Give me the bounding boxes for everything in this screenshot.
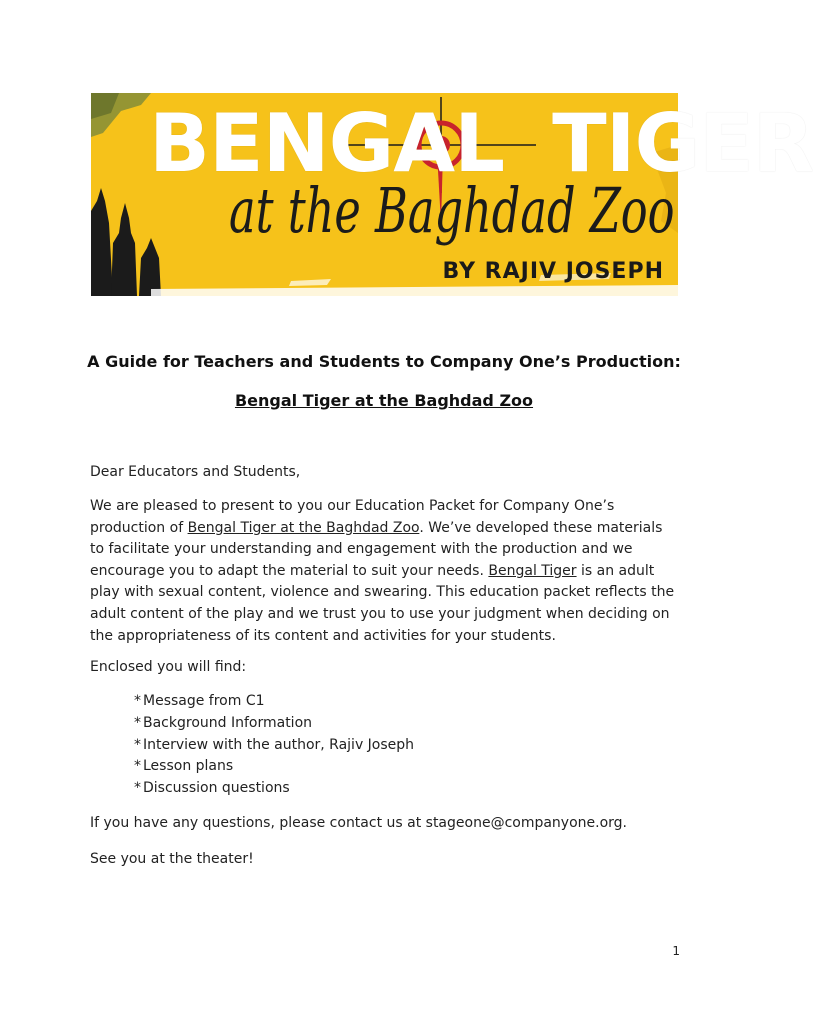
list-item: * Discussion questions (134, 778, 414, 800)
title-banner (91, 93, 813, 296)
list-item: * Lesson plans (134, 756, 414, 778)
list-item: * Background Information (134, 713, 414, 735)
intro-text-2: . We’ve developed these materials to facilitate your understanding and engagement with the production and we encourage you to adapt the material to suit your needs. (90, 519, 663, 579)
guide-heading: A Guide for Teachers and Students to Company One’s Production: (87, 352, 681, 371)
closing-line: See you at the theater! (90, 851, 254, 867)
intro-paragraph (90, 496, 680, 647)
list-item: * Message from C1 (134, 691, 414, 713)
page-number: 1 (672, 944, 680, 958)
intro-short-title: Bengal Tiger (488, 562, 577, 579)
play-title-heading: Bengal Tiger at the Baghdad Zoo (234, 391, 534, 410)
intro-text-1: We are pleased to present to you our Education Packet for Company One’s production of (90, 498, 615, 536)
contact-line: If you have any questions, please contact us at stageone@companyone.org. (90, 815, 628, 831)
list-item: * Interview with the author, Rajiv Joseph (134, 735, 414, 757)
intro-text-3: is an adult play with sexual content, violence and swearing. This education packet reflects the adult content of the play and we trust you to use your judgment when deciding on the appropriateness of its content and activities for your students. (90, 562, 675, 644)
enclosed-label: Enclosed you will find: (90, 659, 247, 675)
enclosed-list (134, 691, 414, 800)
banner-author: BY RAJIV JOSEPH (442, 259, 664, 284)
banner-subtitle: at the Baghdad Zoo (229, 174, 675, 247)
intro-play-title: Bengal Tiger at the Baghdad Zoo (187, 519, 420, 536)
banner-title-right: TIGER (552, 97, 813, 190)
banner-title-left: BENGAL (149, 97, 505, 190)
salutation: Dear Educators and Students, (90, 464, 301, 480)
